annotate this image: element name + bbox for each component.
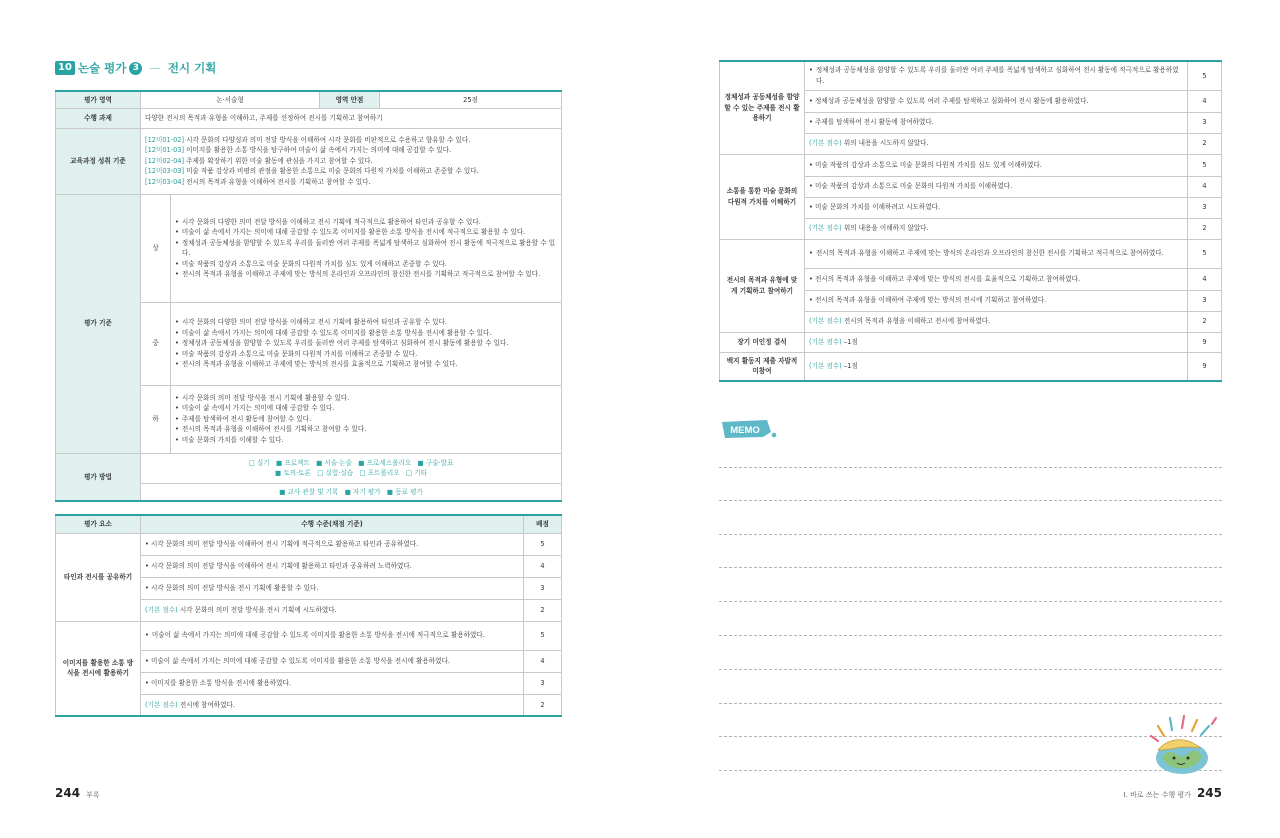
special-row: (기본 점수) –1점	[805, 332, 1188, 352]
level-mid: 중	[141, 302, 171, 385]
special-element: 백지 활동지 제출 자발적 미참여	[720, 352, 805, 381]
folio-label: 부록	[86, 791, 100, 799]
section-label: 논술 평가	[77, 61, 127, 75]
level-low: 하	[141, 385, 171, 453]
rubric-element: 이미지를 활용한 소통 방식을 전시에 활용하기	[56, 621, 141, 716]
rubric-element: 정체성과 공동체성을 함양할 수 있는 주제를 전시 활용하기	[720, 61, 805, 154]
memo-line	[719, 535, 1222, 569]
rubric-score: 5	[1188, 61, 1222, 90]
rubric-row: (기본 점수) 위의 내용을 이해하지 않았다.	[805, 218, 1188, 239]
rubric-element: 타인과 전시를 공유하기	[56, 533, 141, 621]
rubric-row: • 시각 문화의 의미 전달 방식을 전시 기획에 활용할 수 있다.	[141, 577, 524, 599]
page-number: 245	[1196, 786, 1222, 800]
memo-line	[719, 636, 1222, 670]
rubric-score: 3	[1188, 197, 1222, 218]
rubric-score: 5	[524, 533, 562, 555]
section-index: 3	[129, 62, 142, 75]
rubric-score: 2	[524, 599, 562, 621]
right-page	[640, 0, 1280, 838]
score-label: 영역 만점	[320, 91, 380, 108]
rubric-score: 4	[1188, 176, 1222, 197]
memo-line	[719, 568, 1222, 602]
rubric-score: 3	[524, 672, 562, 694]
rubric-score: 3	[524, 577, 562, 599]
memo-line	[719, 501, 1222, 535]
rubric-score: 5	[524, 621, 562, 650]
task-value: 다양한 전시의 목적과 유형을 이해하고, 주제를 선정하여 전시를 기획하고 참여하기	[141, 108, 562, 128]
task-label: 수행 과제	[56, 108, 141, 128]
rubric-row: • 전시의 목적과 유형을 이해하고 주제에 맞는 방식의 전시를 효율적으로 기획하고 참여하였다.	[805, 268, 1188, 290]
rubric-row: • 미술 작품의 감상과 소통으로 미술 문화의 다원적 가치를 심도 있게 이해하였다.	[805, 154, 1188, 176]
rubric-element: 소통을 통한 미술 문화의 다원적 가치를 이해하기	[720, 154, 805, 239]
special-score: 9	[1188, 332, 1222, 352]
evaluation-info-table	[55, 90, 562, 502]
criteria-label: 평가 기준	[56, 194, 141, 453]
element-header: 평가 요소	[56, 515, 141, 533]
globe-mascot-icon	[1140, 712, 1230, 774]
rubric-row: • 정체성과 공동체성을 함양할 수 있도록 우리를 둘러싼 여러 주제를 폭넓게 탐색하고 심화하여 전시 활동에 적극적으로 활용하였다.	[805, 61, 1188, 90]
rubric-row: • 미술이 삶 속에서 가지는 의미에 대해 공감할 수 있도록 이미지를 활용한 소통 방식을 전시에 적극적으로 활용하였다.	[141, 621, 524, 650]
rubric-row: (기본 점수) 시각 문화의 의미 전달 방식을 전시 기획에 시도하였다.	[141, 599, 524, 621]
rubric-score: 4	[1188, 268, 1222, 290]
area-value: 논·서술형	[141, 91, 320, 108]
memo-badge-icon	[719, 418, 777, 440]
special-element: 장기 미인정 결석	[720, 332, 805, 352]
section-title	[55, 60, 216, 76]
page-number: 244	[55, 786, 81, 800]
methods-primary: □ 실기 ■ 프로젝트 ■ 서술·논술 ■ 프로세스폴리오 ■ 구술·발표 ■ 토의·토론 □ 실험·실습 □ 포트폴리오 □ 기타	[141, 453, 562, 483]
rubric-row: • 미술이 삶 속에서 가지는 의미에 대해 공감할 수 있도록 이미지를 활용한 소통 방식을 전시에 활용하였다.	[141, 650, 524, 672]
rubric-score: 5	[1188, 154, 1222, 176]
rubric-row: • 시각 문화의 의미 전달 방식을 이해하여 전시 기획에 활용하고 타인과 공유하려 노력하였다.	[141, 555, 524, 577]
standards-list	[141, 128, 562, 194]
rubric-row: (기본 점수) 전시에 참여하였다.	[141, 694, 524, 716]
rubric-row: (기본 점수) 전시의 목적과 유형을 이해하고 전시에 참여하였다.	[805, 311, 1188, 332]
title-dash: —	[149, 61, 161, 75]
standard-item: [12미01-03] 이미지를 활용한 소통 방식을 탐구하여 미술이 삶 속에서 가지는 의미에 대해 공감할 수 있다.	[145, 146, 452, 155]
level-header: 수행 수준(채점 기준)	[141, 515, 524, 533]
rubric-element: 전시의 목적과 유형에 맞게 기획하고 참여하기	[720, 239, 805, 332]
rubric-score: 4	[524, 650, 562, 672]
level-low-criteria: • 시각 문화의 의미 전달 방식을 전시 기획에 활용할 수 있다. • 미술이 삶 속에서 가지는 의미에 대해 공감할 수 있다. • 주제를 탐색하여 전시 활동에 참여할 수 있다. • 전시의 목적과 유형을 이해하여 전시를 기획하고 참여할 수 있다. • 미술 문화의 가치를 이해할 수 있다.	[171, 385, 562, 453]
rubric-score: 2	[524, 694, 562, 716]
folio-label: Ⅰ. 바로 쓰는 수행 평가	[1123, 791, 1191, 799]
right-folio	[1124, 786, 1222, 800]
rubric-score: 4	[524, 555, 562, 577]
score-header: 배점	[524, 515, 562, 533]
rubric-row: • 이미지를 활용한 소통 방식을 전시에 활용하였다.	[141, 672, 524, 694]
standard-item: [12미01-02] 시각 문화의 다양성과 의미 전달 방식을 이해하여 시각 문화를 비판적으로 수용하고 향유할 수 있다.	[145, 135, 471, 144]
section-subtitle: 전시 기획	[167, 61, 217, 75]
level-high-criteria: • 시각 문화의 다양한 의미 전달 방식을 이해하고 전시 기획에 적극적으로 활용하여 타인과 공유할 수 있다. • 미술이 삶 속에서 가지는 의미에 대해 공감할 수 있도록 이미지를 활용한 소통 방식을 전시에 적극적으로 활용할 수 있다. • 정체성과 공동체성을 함양할 수 있도록 우리를 둘러싼 여러 주제를 폭넓게 탐색하고 심화하여 전시 활동에 적극적으로 활용할 수 있다. • 미술 작품의 감상과 소통으로 미술 문화의 다원적 가치를 심도 있게 이해하고 존중할 수 있다. • 전시의 목적과 유형을 이해하고 주제에 맞는 방식의 온라인과 오프라인의 참신한 전시를 기획하고 적극적으로 참여할 수 있다.	[171, 194, 562, 302]
rubric-score: 2	[1188, 133, 1222, 154]
standard-item: [12미03-03] 미술 작품 감상과 비평의 관점을 활용한 소통으로 미술 문화의 다원적 가치를 이해하고 존중할 수 있다.	[145, 167, 479, 176]
rubric-score: 2	[1188, 311, 1222, 332]
section-number: 10	[55, 61, 75, 75]
level-high: 상	[141, 194, 171, 302]
curriculum-label: 교육과정 성취 기준	[56, 128, 141, 194]
area-label: 평가 영역	[56, 91, 141, 108]
rubric-row: • 정체성과 공동체성을 함양할 수 있도록 여러 주제를 탐색하고 심화하여 전시 활동에 활용하였다.	[805, 90, 1188, 112]
rubric-row: • 전시의 목적과 유형을 이해하여 주제에 맞는 방식의 전시에 기획하고 참여하였다.	[805, 290, 1188, 311]
rubric-row: • 미술 작품의 감상과 소통으로 미술 문화의 다원적 가치를 이해하였다.	[805, 176, 1188, 197]
memo-line	[719, 467, 1222, 501]
rubric-row: (기본 점수) 위의 내용을 시도하지 않았다.	[805, 133, 1188, 154]
rubric-score: 4	[1188, 90, 1222, 112]
rubric-table-left	[55, 514, 562, 717]
memo-line	[719, 602, 1222, 636]
rubric-score: 2	[1188, 218, 1222, 239]
rubric-row: • 시각 문화의 의미 전달 방식을 이해하여 전시 기획에 적극적으로 활용하고 타인과 공유하였다.	[141, 533, 524, 555]
rubric-row: • 주제를 탐색하여 전시 활동에 참여하였다.	[805, 112, 1188, 133]
special-row: (기본 점수) –1점	[805, 352, 1188, 381]
rubric-table-right	[719, 60, 1222, 382]
level-mid-criteria: • 시각 문화의 다양한 의미 전달 방식을 이해하고 전시 기획에 활용하여 타인과 공유할 수 있다. • 미술이 삶 속에서 가지는 의미에 대해 공감할 수 있도록 이미지를 활용한 소통 방식을 전시에 활용할 수 있다. • 정체성과 공동체성을 함양할 수 있도록 우리를 둘러싼 여러 주제를 탐색하고 심화하여 전시 활동에 활용할 수 있다. • 미술 작품의 감상과 소통으로 미술 문화의 다원적 가치를 이해하고 존중할 수 있다. • 전시의 목적과 유형을 이해하고 주제에 맞는 방식의 전시를 효율적으로 기획하고 참여할 수 있다.	[171, 302, 562, 385]
rubric-row: • 미술 문화의 가치를 이해하려고 시도하였다.	[805, 197, 1188, 218]
standard-item: [12미02-04] 주제를 확장하기 위한 미술 활동에 관심을 가지고 참여할 수 있다.	[145, 156, 373, 165]
standard-item: [12미03-04] 전시의 목적과 유형을 이해하여 전시를 기획하고 참여할 수 있다.	[145, 177, 371, 186]
rubric-row: • 전시의 목적과 유형을 이해하고 주제에 맞는 방식의 온라인과 오프라인의 참신한 전시를 기획하고 적극적으로 참여하였다.	[805, 239, 1188, 268]
rubric-score: 5	[1188, 239, 1222, 268]
rubric-score: 3	[1188, 112, 1222, 133]
score-value: 25점	[380, 91, 562, 108]
memo-label: MEMO	[730, 425, 760, 436]
special-score: 9	[1188, 352, 1222, 381]
rubric-score: 3	[1188, 290, 1222, 311]
memo-line	[719, 670, 1222, 704]
left-folio	[55, 786, 100, 800]
methods-secondary: ■ 교사 관찰 및 기록 ■ 자기 평가 ■ 동료 평가	[141, 483, 562, 501]
method-label: 평가 방법	[56, 453, 141, 501]
